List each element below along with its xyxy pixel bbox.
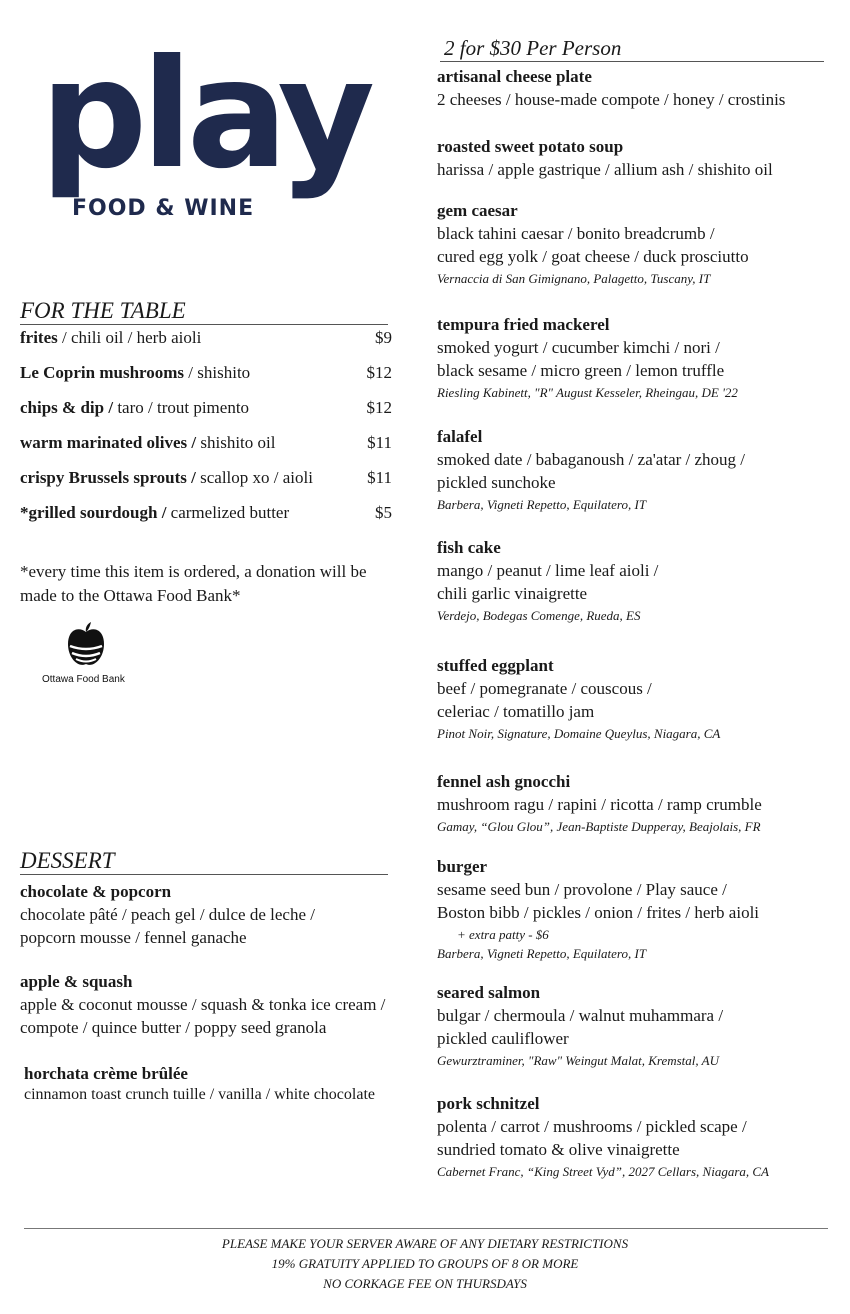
- item-price: $5: [375, 503, 392, 522]
- menu-item-name: burger: [437, 857, 488, 876]
- menu-item-desc: Boston bibb / pickles / onion / frites / herb aioli: [437, 903, 760, 922]
- menu-item-desc: sundried tomato & olive vinaigrette: [437, 1140, 680, 1159]
- dessert-item-desc: compote / quince butter / poppy seed granola: [20, 1018, 327, 1037]
- menu-item-name: seared salmon: [437, 983, 541, 1002]
- table-item: chips & dip / taro / trout pimento $12: [20, 398, 392, 417]
- wine-pairing: Vernaccia di San Gimignano, Palagetto, Tuscany, IT: [437, 271, 711, 286]
- item-price: $11: [367, 433, 392, 452]
- menu-item-name: tempura fried mackerel: [437, 315, 610, 334]
- footer-gratuity-note: 19% GRATUITY APPLIED TO GROUPS OF 8 OR MORE: [271, 1256, 579, 1271]
- menu-item-desc: beef / pomegranate / couscous /: [437, 679, 652, 698]
- menu-item-desc: smoked date / babaganoush / za'atar / zhoug /: [437, 450, 746, 469]
- apple-icon: [66, 622, 106, 668]
- table-item: warm marinated olives / shishito oil $11: [20, 433, 392, 452]
- dessert-item-name: chocolate & popcorn: [20, 882, 172, 901]
- dessert-item-desc: chocolate pâté / peach gel / dulce de leche /: [20, 905, 315, 924]
- menu-item-desc: polenta / carrot / mushrooms / pickled scape /: [437, 1117, 747, 1136]
- menu-item-name: fennel ash gnocchi: [437, 772, 571, 791]
- menu-item-name: gem caesar: [437, 201, 518, 220]
- menu-item-desc: mushroom ragu / rapini / ricotta / ramp crumble: [437, 795, 762, 814]
- menu-item-desc: celeriac / tomatillo jam: [437, 702, 595, 721]
- dessert-item-desc: popcorn mousse / fennel ganache: [20, 928, 247, 947]
- menu-item-desc: pickled sunchoke: [437, 473, 556, 492]
- table-item: frites / chili oil / herb aioli $9: [20, 328, 392, 347]
- menu-item-name: artisanal cheese plate: [437, 67, 592, 86]
- extra-patty-note: + extra patty - $6: [457, 927, 549, 942]
- menu-item-desc: pickled cauliflower: [437, 1029, 569, 1048]
- menu-item-desc: smoked yogurt / cucumber kimchi / nori /: [437, 338, 720, 357]
- menu-item-desc: mango / peanut / lime leaf aioli /: [437, 561, 659, 580]
- menu-item-name: stuffed eggplant: [437, 656, 554, 675]
- donation-note: *every time this item is ordered, a donation will be made to the Ottawa Food Bank*: [20, 562, 367, 605]
- prix-fixe-title: 2 for $30 Per Person: [440, 36, 824, 62]
- menu-item-desc: 2 cheeses / house-made compote / honey / crostinis: [437, 90, 786, 109]
- dessert-title: DESSERT: [20, 848, 388, 875]
- menu-item-desc: sesame seed bun / provolone / Play sauce /: [437, 880, 727, 899]
- dessert-item-desc: apple & coconut mousse / squash & tonka ice cream /: [20, 995, 386, 1014]
- item-price: $9: [375, 328, 392, 347]
- dessert-item-name: horchata crème brûlée: [24, 1064, 188, 1083]
- menu-item-name: falafel: [437, 427, 483, 446]
- wine-pairing: Verdejo, Bodegas Comenge, Rueda, ES: [437, 608, 641, 623]
- menu-item-name: fish cake: [437, 538, 501, 557]
- menu-item-desc: harissa / apple gastrique / allium ash / shishito oil: [437, 160, 773, 179]
- menu-item-desc: cured egg yolk / goat cheese / duck prosciutto: [437, 247, 749, 266]
- menu-item-desc: black sesame / micro green / lemon truffle: [437, 361, 725, 380]
- item-price: $11: [367, 468, 392, 487]
- table-item: *grilled sourdough / carmelized butter $5: [20, 503, 392, 522]
- wine-pairing: Gamay, “Glou Glou”, Jean-Baptiste Dupperay, Beajolais, FR: [437, 819, 761, 834]
- table-item: crispy Brussels sprouts / scallop xo / aioli $11: [20, 468, 392, 487]
- menu-item-name: roasted sweet potato soup: [437, 137, 624, 156]
- wine-pairing: Cabernet Franc, “King Street Vyd”, 2027 Cellars, Niagara, CA: [437, 1164, 769, 1179]
- logo-subtitle: FOOD & WINE: [72, 196, 255, 221]
- menu-item-desc: black tahini caesar / bonito breadcrumb /: [437, 224, 715, 243]
- menu-item-desc: chili garlic vinaigrette: [437, 584, 588, 603]
- wine-pairing: Barbera, Vigneti Repetto, Equilatero, IT: [437, 497, 647, 512]
- food-bank-label: Ottawa Food Bank: [42, 674, 125, 685]
- footer-divider: [24, 1228, 828, 1229]
- footer-corkage-note: NO CORKAGE FEE ON THURSDAYS: [323, 1276, 527, 1291]
- wine-pairing: Barbera, Vigneti Repetto, Equilatero, IT: [437, 946, 647, 961]
- table-item: Le Coprin mushrooms / shishito $12: [20, 363, 392, 382]
- wine-pairing: Riesling Kabinett, "R" August Kesseler, Rheingau, DE '22: [437, 385, 738, 400]
- item-price: $12: [366, 398, 392, 417]
- menu-item-name: pork schnitzel: [437, 1094, 540, 1113]
- item-price: $12: [366, 363, 392, 382]
- wine-pairing: Pinot Noir, Signature, Domaine Queylus, Niagara, CA: [437, 726, 721, 741]
- for-the-table-title: FOR THE TABLE: [20, 298, 388, 325]
- dessert-item-name: apple & squash: [20, 972, 133, 991]
- dessert-item-desc: cinnamon toast crunch tuille / vanilla / white chocolate: [24, 1086, 375, 1103]
- logo-word: play: [40, 28, 370, 202]
- menu-item-desc: bulgar / chermoula / walnut muhammara /: [437, 1006, 724, 1025]
- footer-dietary-note: PLEASE MAKE YOUR SERVER AWARE OF ANY DIETARY RESTRICTIONS: [221, 1236, 629, 1251]
- wine-pairing: Gewurztraminer, "Raw" Weingut Malat, Kremstal, AU: [437, 1053, 720, 1068]
